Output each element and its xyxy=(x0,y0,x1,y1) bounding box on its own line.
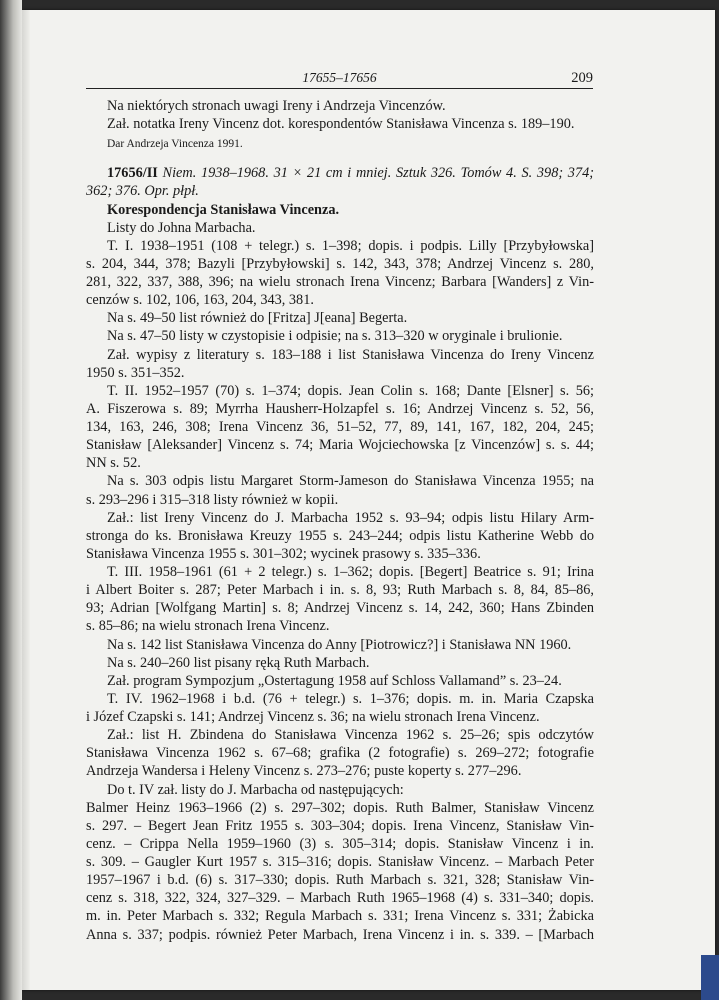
entry-description-cont: 362; 376. Opr. płpł. xyxy=(86,183,199,200)
text-line: m. in. Peter Marbach s. 332; Regula Marbach s. 331; Irena Vincenz s. 331; Żabicka xyxy=(86,908,594,925)
text-line: 93; Adrian [Wolfgang Martin] s. 8; Andrzej Vincenz s. 14, 242, 360; Hans Zbinden xyxy=(86,600,594,617)
text-line: Na s. 240–260 list pisany ręką Ruth Marbach. xyxy=(107,654,370,671)
text-line: 1950 s. 351–352. xyxy=(86,364,185,381)
text-line: cenzów s. 102, 106, 163, 204, 343, 381. xyxy=(86,292,314,309)
entry-description: Niem. 1938–1968. 31 × 21 cm i mniej. Sztuk 326. Tomów 4. S. 398; 374; xyxy=(162,165,594,182)
intro-line: Na niektórych stronach uwagi Ireny i Andrzeja Vincenzów. xyxy=(107,98,446,114)
text-line: s. 309. – Gaugler Kurt 1957 s. 315–316; dopis. Stanisław Vincenz. – Marbach Peter xyxy=(86,854,594,870)
text-line: Na s. 47–50 listy w czystopisie i odpisie; na s. 313–320 w oryginale i brulionie. xyxy=(107,328,563,345)
running-head: 17655–17656 xyxy=(302,70,377,85)
page-edge xyxy=(22,10,30,990)
page-header xyxy=(86,70,593,89)
page-spine-shadow xyxy=(0,0,22,1000)
text-line: cenz. – Crippa Nella 1959–1960 (3) s. 305–314; dopis. Stanisław Vincenz i in. xyxy=(86,835,594,852)
text-line: Stanisława Vincenza 1955 s. 301–302; wycinek prasowy s. 335–336. xyxy=(86,545,481,562)
text-line: 134, 163, 246, 308; Irena Vincenz 36, 51–52, 77, 89, 141, 167, 182, 204, 245; xyxy=(86,419,594,435)
text-line: Zał. wypisy z literatury s. 183–188 i list Stanisława Vincenza do Ireny Vincenz xyxy=(107,346,594,363)
page-number: 209 xyxy=(571,70,593,86)
text-line: 1957–1967 i b.d. (6) s. 317–330; dopis. Ruth Marbach s. 321, 328; Stanisław Vin- xyxy=(86,872,594,889)
page-body xyxy=(86,97,594,944)
text-line: s. 293–296 i 315–318 listy również w kopii. xyxy=(86,491,339,508)
entry-text xyxy=(86,237,594,944)
text-line: A. Fiszerowa s. 89; Myrrha Hausherr-Holzapfel s. 16; Andrzej Vincenz s. 52, 56, xyxy=(86,400,594,417)
text-line: i Albert Boiter s. 287; Peter Marbach i in. s. 8, 93; Ruth Marbach s. 8, 84, 85–86, xyxy=(86,582,594,599)
text-line: Balmer Heinz 1963–1966 (2) s. 297–302; dopis. Ruth Balmer, Stanisław Vincenz xyxy=(86,799,594,816)
entry-spacer xyxy=(86,152,594,164)
text-line: cenz s. 318, 322, 324, 327–329. – Marbach Ruth 1965–1968 (4) s. 331–340; dopis. xyxy=(86,890,594,907)
text-line: T. II. 1952–1957 (70) s. 1–374; dopis. Jean Colin s. 168; Dante [Elsner] s. 56; xyxy=(107,382,594,399)
provenance-note: Dar Andrzeja Vincenza 1991. xyxy=(107,138,243,151)
text-line: s. 85–86; na wielu stronach Irena Vincenz. xyxy=(86,618,330,635)
text-line: NN s. 52. xyxy=(86,455,141,472)
text-line: Na s. 303 odpis listu Margaret Storm-Jameson do Stanisława Vincenza 1955; na xyxy=(107,473,594,490)
text-line: s. 204, 344, 378; Bazyli [Przybyłowski] s. 142, 343, 378; Andrzej Vincenz s. 280, xyxy=(86,255,594,272)
text-line: Andrzeja Wandersa i Heleny Vincenz s. 273–276; puste koperty s. 277–296. xyxy=(86,763,522,780)
entry-title: Korespondencja Stanisława Vincenza. xyxy=(107,201,340,218)
text-line: 281, 322, 337, 388, 396; na wielu stronach Irena Vincenz; Barbara [Wanders] z Vin- xyxy=(86,274,594,290)
entry-subtitle: Listy do Johna Marbacha. xyxy=(107,219,256,236)
text-line: Na s. 142 list Stanisława Vincenza do Anny [Piotrowicz?] i Stanisława NN 1960. xyxy=(107,636,572,653)
text-line: Zał.: list H. Zbindena do Stanisława Vincenza 1962 s. 25–26; spis odczytów xyxy=(107,727,594,744)
text-line: Stanisław [Aleksander] Vincenz s. 74; Maria Wojciechowska [z Vincenzów] s. s. 44; xyxy=(86,437,594,454)
text-line: Na s. 49–50 list również do [Fritza] J[eana] Begerta. xyxy=(107,310,408,327)
text-line: i Józef Czapski s. 141; Andrzej Vincenz s. 36; na wielu stronach Irena Vincenz. xyxy=(86,709,540,725)
text-line: Stanisława Vincenza 1962 s. 67–68; grafika (2 fotografie) s. 269–272; fotografie xyxy=(86,745,594,762)
text-line: stronga do ks. Bronisława Kreuzy 1955 s. 243–244; odpis listu Katherine Webb do xyxy=(86,527,594,544)
text-line: Do t. IV zał. listy do J. Marbacha od następujących: xyxy=(107,781,404,798)
text-line: s. 297. – Begert Jean Fritz 1955 s. 303–304; dopis. Irena Vincenz, Stanisław Vin- xyxy=(86,817,594,834)
color-calibration-strip xyxy=(701,955,719,1000)
text-line: Zał. program Sympozjum „Ostertagung 1958 auf Schloss Vallamand” s. 23–24. xyxy=(107,672,562,689)
text-line: Anna s. 337; podpis. również Peter Marbach, Irena Vincenz i in. s. 339. – [Marbach xyxy=(86,926,594,943)
entry-heading-line xyxy=(86,164,594,182)
text-line: T. IV. 1962–1968 i b.d. (76 + telegr.) s. 1–376; dopis. m. in. Maria Czapska xyxy=(107,690,594,707)
intro-line: Zał. notatka Ireny Vincenz dot. korespondentów Stanisława Vincenza s. 189–190. xyxy=(107,116,575,133)
entry-signature: 17656/II xyxy=(107,165,158,182)
text-line: T. III. 1958–1961 (61 + 2 telegr.) s. 1–362; dopis. [Begert] Beatrice s. 91; Irina xyxy=(107,564,594,580)
text-line: T. I. 1938–1951 (108 + telegr.) s. 1–398; dopis. i podpis. Lilly [Przybyłowska] xyxy=(107,237,594,254)
text-line: Zał.: list Ireny Vincenz do J. Marbacha 1952 s. 93–94; odpis listu Hilary Arm- xyxy=(107,509,594,526)
